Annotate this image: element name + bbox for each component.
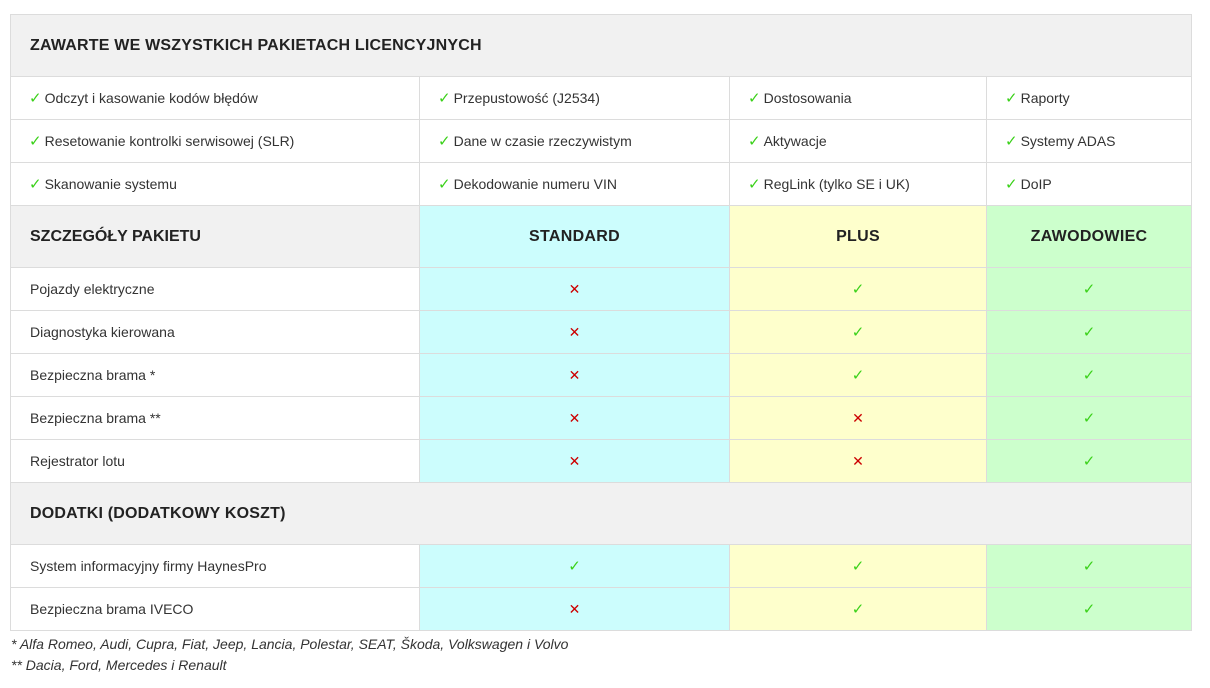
check-icon: ✓ (1005, 133, 1018, 150)
check-icon: ✓ (748, 133, 761, 150)
feature-cell (420, 120, 730, 163)
cross-icon: ✕ (568, 600, 581, 617)
feature-cell (987, 120, 1192, 163)
package-cell (987, 268, 1192, 311)
package-cell (987, 588, 1192, 631)
package-cell (987, 440, 1192, 483)
details-body (11, 268, 1192, 483)
check-icon: ✓ (1082, 367, 1096, 384)
feature-row (11, 120, 1192, 163)
package-zawodowiec-header: ZAWODOWIEC (987, 206, 1192, 268)
feature-cell (730, 163, 987, 206)
check-icon: ✓ (438, 90, 451, 107)
feature-cell (987, 77, 1192, 120)
package-cell (730, 268, 987, 311)
license-table (10, 14, 1192, 631)
row-label: Bezpieczna brama * (11, 354, 420, 397)
check-icon: ✓ (1005, 176, 1018, 193)
feature-label: Przepustowość (J2534) (453, 90, 600, 106)
feature-label: Resetowanie kontrolki serwisowej (SLR) (44, 133, 295, 149)
details-section-title: SZCZEGÓŁY PAKIETU (11, 206, 420, 268)
table-row (11, 440, 1192, 483)
package-cell (987, 354, 1192, 397)
package-cell (730, 545, 987, 588)
check-icon: ✓ (748, 90, 761, 107)
package-plus-header: PLUS (730, 206, 987, 268)
cross-icon: ✕ (852, 452, 864, 469)
package-cell (420, 545, 730, 588)
package-cell (420, 588, 730, 631)
row-label: Bezpieczna brama ** (11, 397, 420, 440)
package-cell (730, 440, 987, 483)
check-icon: ✓ (851, 367, 865, 384)
check-icon: ✓ (851, 601, 865, 618)
feature-cell (11, 163, 420, 206)
check-icon: ✓ (438, 176, 451, 193)
row-label: Rejestrator lotu (11, 440, 420, 483)
feature-label: Skanowanie systemu (44, 176, 177, 192)
check-icon: ✓ (1082, 281, 1096, 298)
feature-label: Systemy ADAS (1020, 133, 1116, 149)
included-header-row (11, 15, 1192, 77)
table-row (11, 354, 1192, 397)
row-label: System informacyjny firmy HaynesPro (11, 545, 420, 588)
cross-icon: ✕ (568, 409, 581, 426)
table-row (11, 588, 1192, 631)
row-label: Pojazdy elektryczne (11, 268, 420, 311)
feature-label: RegLink (tylko SE i UK) (763, 176, 910, 192)
check-icon: ✓ (438, 133, 451, 150)
check-icon: ✓ (29, 90, 42, 107)
package-cell (420, 440, 730, 483)
check-icon: ✓ (851, 558, 865, 575)
package-cell (987, 545, 1192, 588)
row-label: Diagnostyka kierowana (11, 311, 420, 354)
cross-icon: ✕ (568, 452, 581, 469)
feature-cell (420, 163, 730, 206)
feature-label: Dostosowania (763, 90, 852, 106)
package-cell (420, 397, 730, 440)
package-cell (420, 268, 730, 311)
table-row (11, 311, 1192, 354)
check-icon: ✓ (851, 324, 865, 341)
feature-label: Raporty (1020, 90, 1070, 106)
addons-section-title: DODATKI (DODATKOWY KOSZT) (11, 483, 1192, 545)
check-icon: ✓ (748, 176, 761, 193)
footnote-1: * Alfa Romeo, Audi, Cupra, Fiat, Jeep, Lancia, Polestar, SEAT, Škoda, Volkswagen i Volvo (11, 636, 569, 652)
package-cell (420, 354, 730, 397)
cross-icon: ✕ (568, 280, 581, 297)
package-cell (730, 354, 987, 397)
cross-icon: ✕ (852, 409, 864, 426)
feature-label: Aktywacje (763, 133, 827, 149)
feature-cell (730, 120, 987, 163)
check-icon: ✓ (1082, 324, 1096, 341)
table-row (11, 268, 1192, 311)
feature-label: Dane w czasie rzeczywistym (453, 133, 632, 149)
feature-cell (987, 163, 1192, 206)
package-standard-header: STANDARD (420, 206, 730, 268)
check-icon: ✓ (1082, 410, 1096, 427)
check-icon: ✓ (851, 281, 865, 298)
check-icon: ✓ (1082, 558, 1096, 575)
check-icon: ✓ (29, 133, 42, 150)
addons-body (11, 545, 1192, 631)
feature-row (11, 77, 1192, 120)
addons-header-row (11, 483, 1192, 545)
package-cell (420, 311, 730, 354)
check-icon: ✓ (1082, 453, 1096, 470)
package-cell (987, 311, 1192, 354)
included-section-title: ZAWARTE WE WSZYSTKICH PAKIETACH LICENCYJNYCH (11, 15, 1192, 77)
footnotes (11, 634, 568, 676)
package-cell (730, 588, 987, 631)
check-icon: ✓ (29, 176, 42, 193)
check-icon: ✓ (568, 558, 581, 575)
license-comparison (10, 14, 1191, 631)
package-cell (730, 397, 987, 440)
feature-cell (11, 120, 420, 163)
feature-label: DoIP (1020, 176, 1052, 192)
table-row (11, 545, 1192, 588)
cross-icon: ✕ (568, 366, 581, 383)
feature-cell (11, 77, 420, 120)
footnote-2: ** Dacia, Ford, Mercedes i Renault (11, 657, 227, 673)
row-label: Bezpieczna brama IVECO (11, 588, 420, 631)
feature-row (11, 163, 1192, 206)
check-icon: ✓ (1005, 90, 1018, 107)
feature-cell (420, 77, 730, 120)
feature-label: Dekodowanie numeru VIN (453, 176, 617, 192)
package-cell (987, 397, 1192, 440)
feature-label: Odczyt i kasowanie kodów błędów (44, 90, 258, 106)
package-cell (730, 311, 987, 354)
cross-icon: ✕ (568, 323, 581, 340)
table-row (11, 397, 1192, 440)
feature-cell (730, 77, 987, 120)
check-icon: ✓ (1082, 601, 1096, 618)
package-header-row (11, 206, 1192, 268)
